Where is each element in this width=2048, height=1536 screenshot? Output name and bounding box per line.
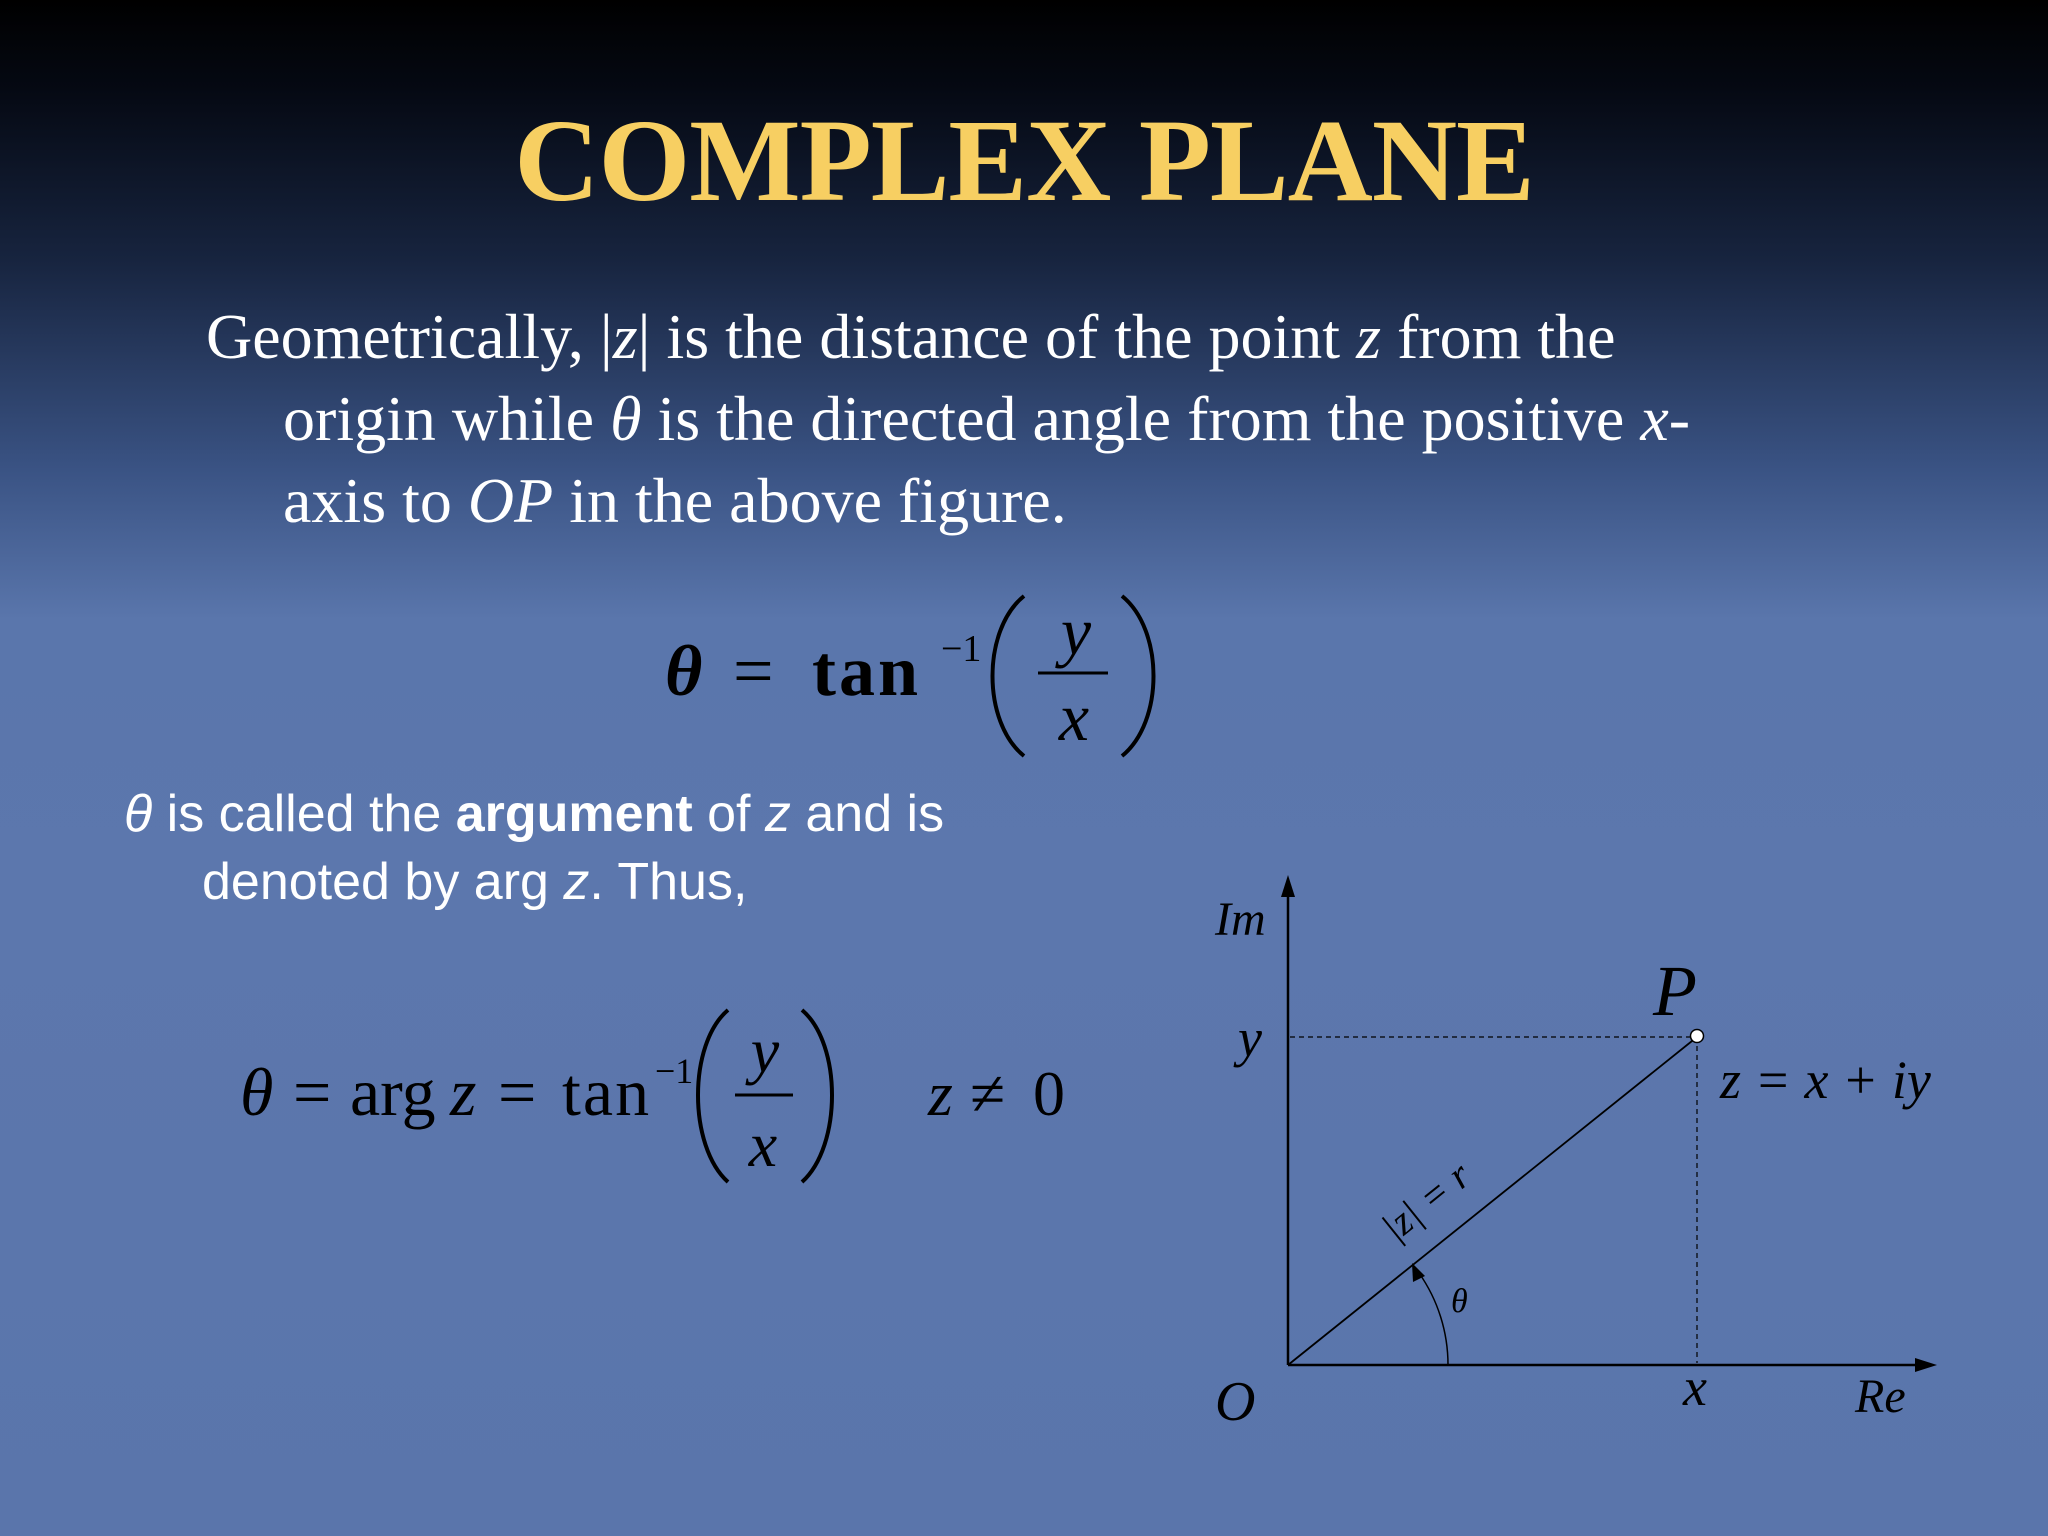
formula1-theta: θ: [665, 631, 703, 711]
angle-label: θ: [1451, 1283, 1468, 1320]
formula2-equals-2: =: [498, 1054, 537, 1130]
angle-arc: [1419, 1273, 1448, 1365]
formula1-equals: =: [733, 631, 774, 711]
condition-not-equal: ≠: [970, 1058, 1006, 1129]
definition-line-1: θ is called the argument of z and is: [124, 785, 945, 843]
description-line-1: Geometrically, |z| is the distance of the point z from the: [206, 301, 1616, 372]
formula-arctan: [665, 593, 1154, 756]
point-p-label: P: [1653, 951, 1697, 1031]
formula2-numerator: y: [750, 1015, 780, 1086]
condition-z: z: [928, 1058, 953, 1129]
origin-label: O: [1215, 1371, 1256, 1433]
formula2-equals-1: =: [293, 1054, 332, 1130]
formula2-tan: tan: [562, 1054, 652, 1130]
theta-symbol: θ: [610, 383, 642, 454]
definition-line-2: denoted by arg z. Thus,: [202, 853, 748, 911]
formula2-theta: θ: [240, 1054, 274, 1130]
complex-plane-diagram: [1214, 875, 1937, 1433]
theta-symbol: θ: [124, 785, 153, 843]
y-tick-label: y: [1238, 1008, 1262, 1068]
formula1-numerator: y: [1060, 593, 1092, 669]
slide-title: COMPLEX PLANE: [514, 95, 1534, 226]
formula-argument: [240, 1010, 1065, 1182]
formula1-tan: tan: [812, 631, 922, 711]
formula1-denominator: x: [1058, 679, 1090, 755]
description-line-3: axis to OP in the above figure.: [283, 465, 1067, 536]
formula1-right-paren: [1122, 596, 1154, 756]
argument-term: argument: [455, 785, 693, 843]
point-p-marker: [1691, 1030, 1704, 1043]
description-line-2: origin while θ is the directed angle from the positive x-: [283, 383, 1691, 454]
formula1-superscript: −1: [941, 628, 982, 670]
im-axis-label: Im: [1215, 893, 1266, 946]
z-variable: z: [563, 853, 590, 911]
formula2-arg: arg: [350, 1054, 436, 1130]
formula2-superscript: −1: [655, 1051, 694, 1091]
modulus-label: |z| = r: [1372, 1152, 1479, 1251]
x-tick-label: x: [1683, 1357, 1707, 1417]
condition-zero: 0: [1033, 1058, 1065, 1129]
z-variable: z: [764, 785, 791, 843]
formula2-denominator: x: [748, 1109, 778, 1180]
formula2-right-paren: [802, 1010, 832, 1182]
x-variable: x: [1640, 383, 1669, 454]
re-axis-label: Re: [1855, 1370, 1906, 1423]
z-variable: z: [612, 301, 638, 372]
formula2-left-paren: [698, 1010, 728, 1182]
point-equation: z = x + iy: [1720, 1050, 1931, 1110]
op-segment: OP: [467, 465, 554, 536]
real-axis-arrow: [1915, 1358, 1937, 1372]
modulus-segment: [1288, 1037, 1697, 1365]
z-variable: z: [1356, 301, 1381, 372]
imaginary-axis-arrow: [1281, 875, 1295, 897]
formula1-left-paren: [993, 596, 1025, 756]
formula2-z: z: [450, 1054, 477, 1130]
